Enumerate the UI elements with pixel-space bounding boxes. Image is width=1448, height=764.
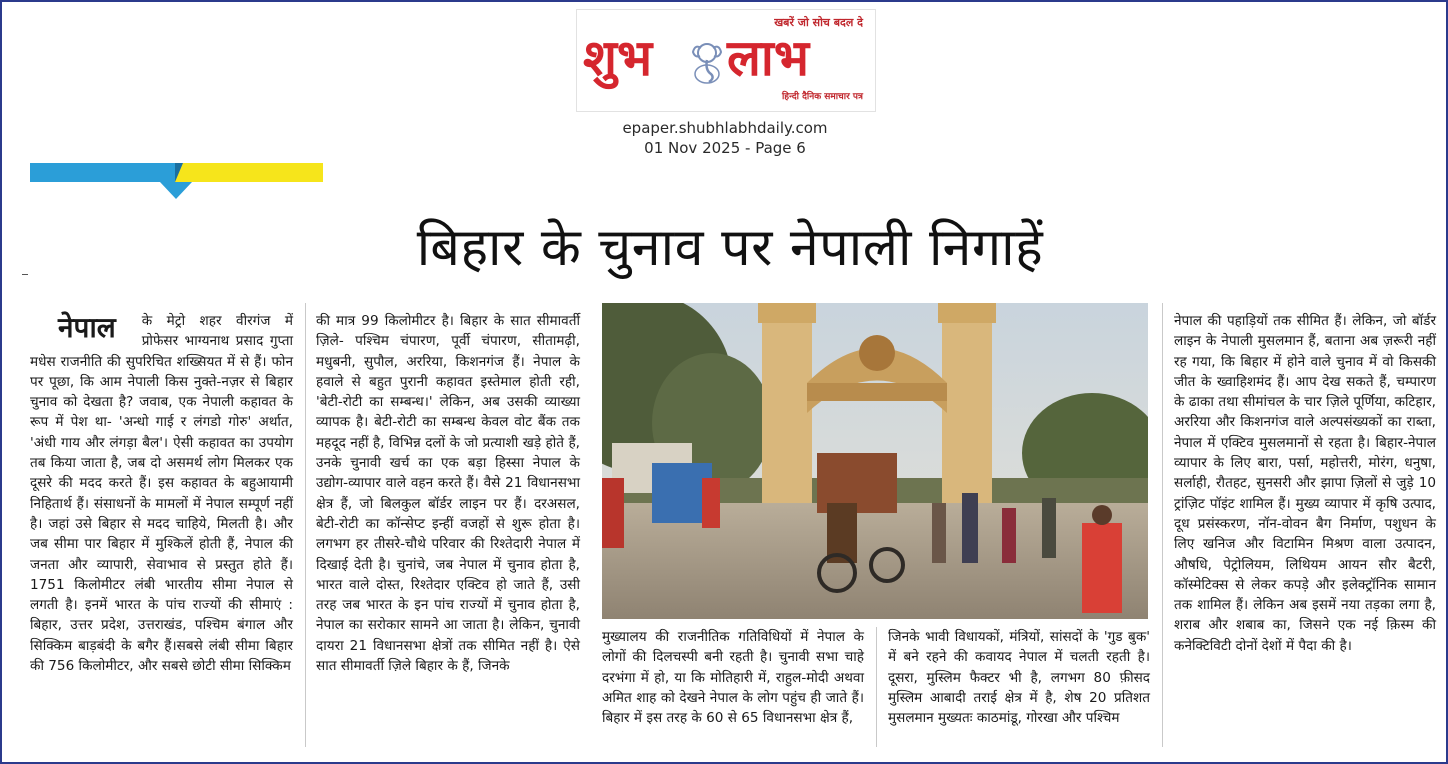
border-gate-photo [602,303,1148,619]
section-ribbon-blue [30,163,180,182]
column-4-text: जिनके भावी विधायकों, मंत्रियों, सांसदों के 'गुड बुक' में बने रहने की कवायद नेपाल में चलती रहती है। दूसरा, मुस्लिम फैक्टर भी है, लगभग 80 फ़ीसद मुस्लिम आबादी तराई क्षेत्र में है, शेष 20 प्रतिशत मुसलमान मुख्यतः काठमांडू, गोरखा और पश्चिम [888,629,1150,727]
column-1-text: के मेट्रो शहर वीरगंज में प्रोफेसर भाग्यनाथ प्रसाद गुप्ता मधेस राजनीति की सुपरिचित शख्सियत में से हैं। फोन पर पूछा, कि आम नेपाली किस नुक्ते-नज़र से बिहार चुनाव को देखता है? जवाब, एक नेपाली कहावत के रूप में पेश था- 'अन्धो गाई र लंगडो गोरु' अर्थात, 'अंधी गाय और लंगड़ा बैल'। ऐसी कहावत का उपयोग तब किया जाता है, जब दो असमर्थ लोग मिलकर एक दूसरे की मदद करते हैं। इस कहावत के बहुआयामी निहितार्थ हैं। संसाधनों के मामलों में नेपाल सम्पूर्ण नहीं है। जहां उसे बिहार से मदद चाहिये, मिलती है। और जब सीमा पार बिहार में मुश्किलें होती हैं, नेपाल की जनता और व्यापारी, सेवाभाव से प्रस्तुत होते हैं। 1751 किलोमीटर लंबी भारतीय सीमा नेपाल से लगती है। इनमें भारत के पांच राज्यों की सीमाएं : बिहार, उत्तर प्रदेश, उत्तराखंड, पश्चिम बंगाल और सिक्किम बाड़बंदी के बगैर हैं।सबसे लंबी सीमा बिहार की 756 किलोमीटर, और सबसे छोटी सीमा सिक्किम [30,313,293,675]
edition-date-page: 01 Nov 2025 - Page 6 [644,139,806,157]
masthead-logo[interactable] [576,9,876,112]
masthead-tagline: खबरें जो सोच बदल दे [774,16,863,29]
epaper-url[interactable]: epaper.shubhlabhdaily.com [622,119,828,137]
article-column-5 [1174,311,1436,656]
article-dateline: नेपाल [58,311,116,344]
column-3-text: मुख्यालय की राजनीतिक गतिविधियों में नेपाल के लोगों की दिलचस्पी बनी रहती है। चुनावी सभा चाहे दरभंगा में हो, या कि मोतिहारी में, राहुल-मोदी अथवा अमित शाह को देखने नेपाल के लोग पहुंच ही जाते हैं। बिहार में इस तरह के 60 से 65 विधानसभा क्षेत्र हैं, [602,629,864,727]
ribbon-notch [160,182,192,199]
ganesh-icon [687,38,727,86]
margin-mark [22,274,28,275]
article-column-4 [888,627,1150,728]
column-divider [1162,303,1163,747]
article-column-2 [316,311,580,676]
ribbon-fold [175,163,183,182]
column-5-text: नेपाल की पहाड़ियों तक सीमित हैं। लेकिन, जो बॉर्डर लाइन के नेपाली मुसलमान हैं, बताना अब ज़रूरी नहीं रह गया, कि बिहार में होने वाले चुनाव में वो किसकी जीत के ख्वाहिशमंद हैं। आप देख सकते हैं, चम्पारण के ढाका तथा सीमांचल के चार ज़िले पूर्णिया, कटिहार, अररिया और किशनगंज वाले अल्पसंख्यकों का राब्ता, नेपाल में एक्टिव मुसलमानों से रहता है। बिहार-नेपाल व्यापार के लिए बारा, पर्सा, महोत्तरी, मोरंग, धनुषा, सर्लाही, रौतहट, सुनसरी और झापा ज़िलों से जुड़े 10 ट्रांज़िट पॉइंट शामिल हैं। मुख्य व्यापार में कृषि उत्पाद, दूध प्रसंस्करण, नॉन-वोवन बैग निर्माण, पशुधन के लिए खनिज और विटामिन मिश्रण वाला उत्पादन, औषधि, पेट्रोलियम, लिथियम आयन सौर बैटरी, कॉस्मेटिक्स से लेकर कपड़े और इलेक्ट्रॉनिक सामान तक शामिल हैं। लेकिन अब इसमें नया तड़का लगा है, शराब और शबाब का, जिसने एक नई क़िस्म की कनेक्टिविटी दोनों देशों में पैदा की है। [1174,313,1436,654]
column-divider [305,303,306,747]
column-2-text: की मात्र 99 किलोमीटर है। बिहार के सात सीमावर्ती ज़िले- पश्चिम चंपारण, पूर्वी चंपारण, सीतामढ़ी, मधुबनी, सुपौल, अररिया, किशनगंज हैं। नेपाल के हवाले से बहुत पुरानी कहावत इस्तेमाल होती रही, 'बेटी-रोटी का सम्बन्ध।' लेकिन, अब उसकी व्याख्या व्यापक है। बेटी-रोटी का सम्बन्ध केवल वोट बैंक तक महदूद नहीं है, विभिन्न दलों के जो प्रत्याशी खड़े होते हैं, उनके चुनावी खर्च का एक बड़ा हिस्सा नेपाल के उद्योग-व्यापार वाले वहन करते हैं। वैसे 21 विधानसभा क्षेत्र हैं, जो बिलकुल बॉर्डर लाइन पर हैं। दरअसल, बेटी-रोटी का कॉन्सेप्ट इन्हीं वजहों से शुरू होता है। लगभग हर तीसरे-चौथे परिवार की रिश्तेदारी नेपाल में दिखाई देती है। चुनांचे, जब नेपाल में चुनाव होता है, भारत वाले दोस्त, रिश्तेदार एक्टिव हो जाते हैं, उसी तरह जब भारत के इन पांच राज्यों में चुनाव होता है, नेपाल का सरोकार सामने आ जाता है। लेकिन, चुनावी दायरा 21 विधानसभा क्षेत्रों तक सीमित नहीं है। ऐसे सात सीमावर्ती ज़िले बिहार के हैं, जिनके [316,313,580,675]
masthead-subline: हिन्दी दैनिक समाचार पत्र [781,92,863,102]
article-column-1 [30,311,293,676]
logo-word-shubh: शुभ [583,28,653,87]
article-column-3 [602,627,864,728]
logo-word-labh: लाभ [727,28,809,87]
article-headline: बिहार के चुनाव पर नेपाली निगाहें [416,218,1044,278]
section-ribbon-yellow [175,163,323,182]
column-divider [876,627,877,747]
article-photo [602,303,1148,619]
